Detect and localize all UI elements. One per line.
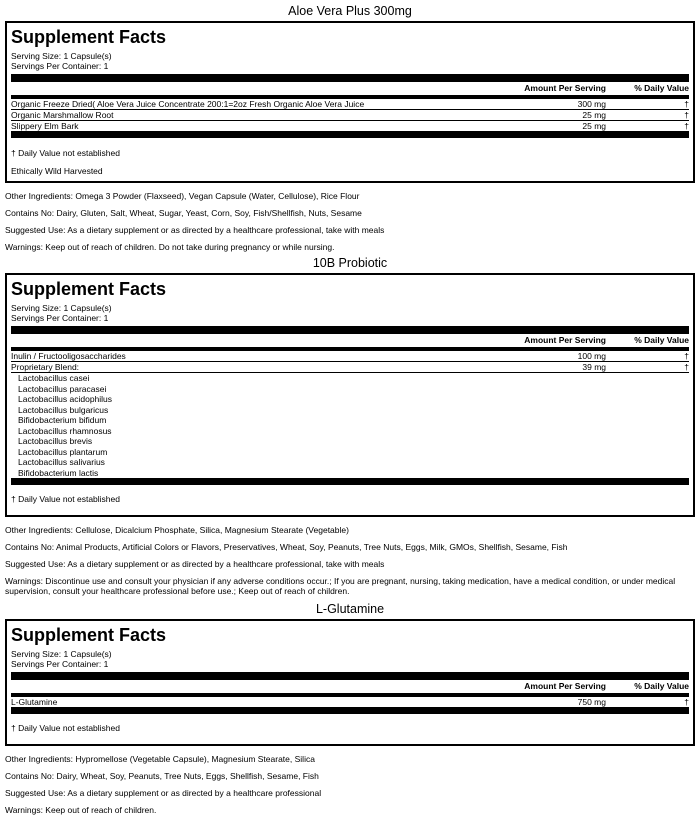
warnings: Warnings: Keep out of reach of children. Do not take during pregnancy or while nursing.	[5, 242, 335, 252]
suggested-use: Suggested Use: As a dietary supplement or as directed by a healthcare professional	[5, 788, 322, 798]
header-daily-value: % Daily Value	[634, 83, 689, 93]
header-daily-value: % Daily Value	[634, 335, 689, 345]
ingredient-name: Proprietary Blend:	[11, 362, 80, 372]
serving-size: Serving Size: 1 Capsule(s)	[11, 303, 112, 313]
contains-no: Contains No: Dairy, Gluten, Salt, Wheat, Sugar, Yeast, Corn, Soy, Fish/Shellfish, Nuts, Sesame	[5, 208, 362, 218]
blend-item: Lactobacillus casei	[18, 373, 90, 383]
divider-bottom	[11, 478, 689, 485]
header-amount: Amount Per Serving	[524, 681, 606, 691]
blend-item: Lactobacillus bulgaricus	[18, 404, 109, 415]
product-aloe-vera	[5, 4, 695, 252]
product-probiotic	[5, 256, 695, 596]
ingredient-amount: 300 mg	[577, 99, 606, 109]
servings-per-container: Servings Per Container: 1	[11, 313, 109, 323]
supplement-facts-panel	[5, 21, 695, 183]
ingredient-dv: †	[684, 697, 689, 707]
serving-size: Serving Size: 1 Capsule(s)	[11, 51, 112, 61]
table-row	[11, 99, 689, 110]
suggested-use: Suggested Use: As a dietary supplement or as directed by a healthcare professional, take with meals	[5, 225, 385, 235]
footnote-harvest: Ethically Wild Harvested	[11, 166, 103, 176]
product-title: 10B Probiotic	[312, 256, 388, 270]
header-daily-value: % Daily Value	[634, 681, 689, 691]
product-title: Aloe Vera Plus 300mg	[288, 4, 412, 18]
table-header	[11, 334, 689, 347]
ingredient-amount: 25 mg	[582, 121, 606, 131]
ingredient-dv: †	[684, 110, 689, 120]
blend-list	[11, 373, 689, 478]
contains-no: Contains No: Dairy, Wheat, Soy, Peanuts, Tree Nuts, Eggs, Shellfish, Sesame, Fish	[5, 771, 319, 781]
ingredient-amount: 25 mg	[582, 110, 606, 120]
servings-per-container: Servings Per Container: 1	[11, 61, 109, 71]
blend-item: Bifidobacterium lactis	[18, 467, 99, 478]
ingredient-name: L-Glutamine	[11, 697, 58, 707]
ingredient-name: Slippery Elm Bark	[11, 121, 79, 131]
table-row	[11, 362, 689, 373]
ingredient-name: Organic Marshmallow Root	[11, 110, 114, 120]
divider-thick	[11, 326, 689, 334]
warnings: Warnings: Keep out of reach of children.	[5, 805, 157, 815]
table-row	[11, 351, 689, 362]
header-amount: Amount Per Serving	[524, 83, 606, 93]
blend-item: Bifidobacterium bifidum	[18, 415, 107, 425]
product-l-glutamine	[5, 602, 695, 815]
blend-item: Lactobacillus paracasei	[18, 383, 107, 394]
facts-title: Supplement Facts	[11, 625, 167, 645]
product-title: L-Glutamine	[315, 602, 385, 616]
other-ingredients: Other Ingredients: Hypromellose (Vegetable Capsule), Magnesium Stearate, Silica	[5, 754, 315, 764]
ingredient-amount: 750 mg	[577, 697, 606, 707]
ingredient-amount: 100 mg	[577, 351, 606, 361]
blend-item: Lactobacillus plantarum	[18, 446, 108, 457]
divider-bottom	[11, 707, 689, 714]
footnote: † Daily Value not established	[11, 723, 120, 733]
divider-thick	[11, 74, 689, 82]
table-header	[11, 680, 689, 693]
blend-item: Lactobacillus brevis	[18, 436, 93, 446]
suggested-use: Suggested Use: As a dietary supplement or as directed by a healthcare professional, take with meals	[5, 559, 385, 569]
ingredient-dv: †	[684, 99, 689, 109]
other-ingredients: Other Ingredients: Cellulose, Dicalcium Phosphate, Silica, Magnesium Stearate (Vegetable)	[5, 525, 349, 535]
table-row	[11, 110, 689, 121]
facts-title: Supplement Facts	[11, 27, 167, 47]
supplement-facts-panel	[5, 273, 695, 517]
ingredient-dv: †	[684, 121, 689, 131]
divider-bottom	[11, 131, 689, 138]
blend-item: Lactobacillus salivarius	[18, 457, 105, 467]
facts-title: Supplement Facts	[11, 279, 167, 299]
ingredient-dv: †	[684, 362, 689, 372]
table-header	[11, 82, 689, 95]
servings-per-container: Servings Per Container: 1	[11, 659, 109, 669]
divider-thick	[11, 672, 689, 680]
other-ingredients: Other Ingredients: Omega 3 Powder (Flaxseed), Vegan Capsule (Water, Cellulose), Rice Flour	[5, 191, 360, 201]
blend-item: Lactobacillus acidophilus	[18, 394, 113, 404]
ingredient-dv: †	[684, 351, 689, 361]
ingredient-name: Organic Freeze Dried( Aloe Vera Juice Concentrate 200:1=2oz Fresh Organic Aloe Vera Juice	[11, 99, 365, 109]
blend-item: Lactobacillus rhamnosus	[18, 425, 112, 436]
ingredient-amount: 39 mg	[582, 362, 606, 372]
contains-no: Contains No: Animal Products, Artificial Colors or Flavors, Preservatives, Wheat, Soy, Peanuts, Tree Nuts, Eggs, Milk, GMOs, Shellfish, Sesame, Fish	[5, 542, 568, 552]
supplement-facts-panel	[5, 619, 695, 746]
serving-size: Serving Size: 1 Capsule(s)	[11, 649, 112, 659]
header-amount: Amount Per Serving	[524, 335, 606, 345]
ingredient-name: Inulin / Fructooligosaccharides	[11, 351, 126, 361]
warnings: Warnings: Discontinue use and consult your physician if any adverse conditions occur.; If you are pregnant, nursing, taking medication, have a medical condition, or under medical supervision, consult your healthcare professional before use.; Keep out of reach of children.	[5, 576, 676, 596]
table-row	[11, 697, 689, 707]
table-row	[11, 121, 689, 131]
footnote: † Daily Value not established	[11, 148, 120, 158]
page	[0, 4, 700, 815]
footnote: † Daily Value not established	[11, 494, 120, 504]
